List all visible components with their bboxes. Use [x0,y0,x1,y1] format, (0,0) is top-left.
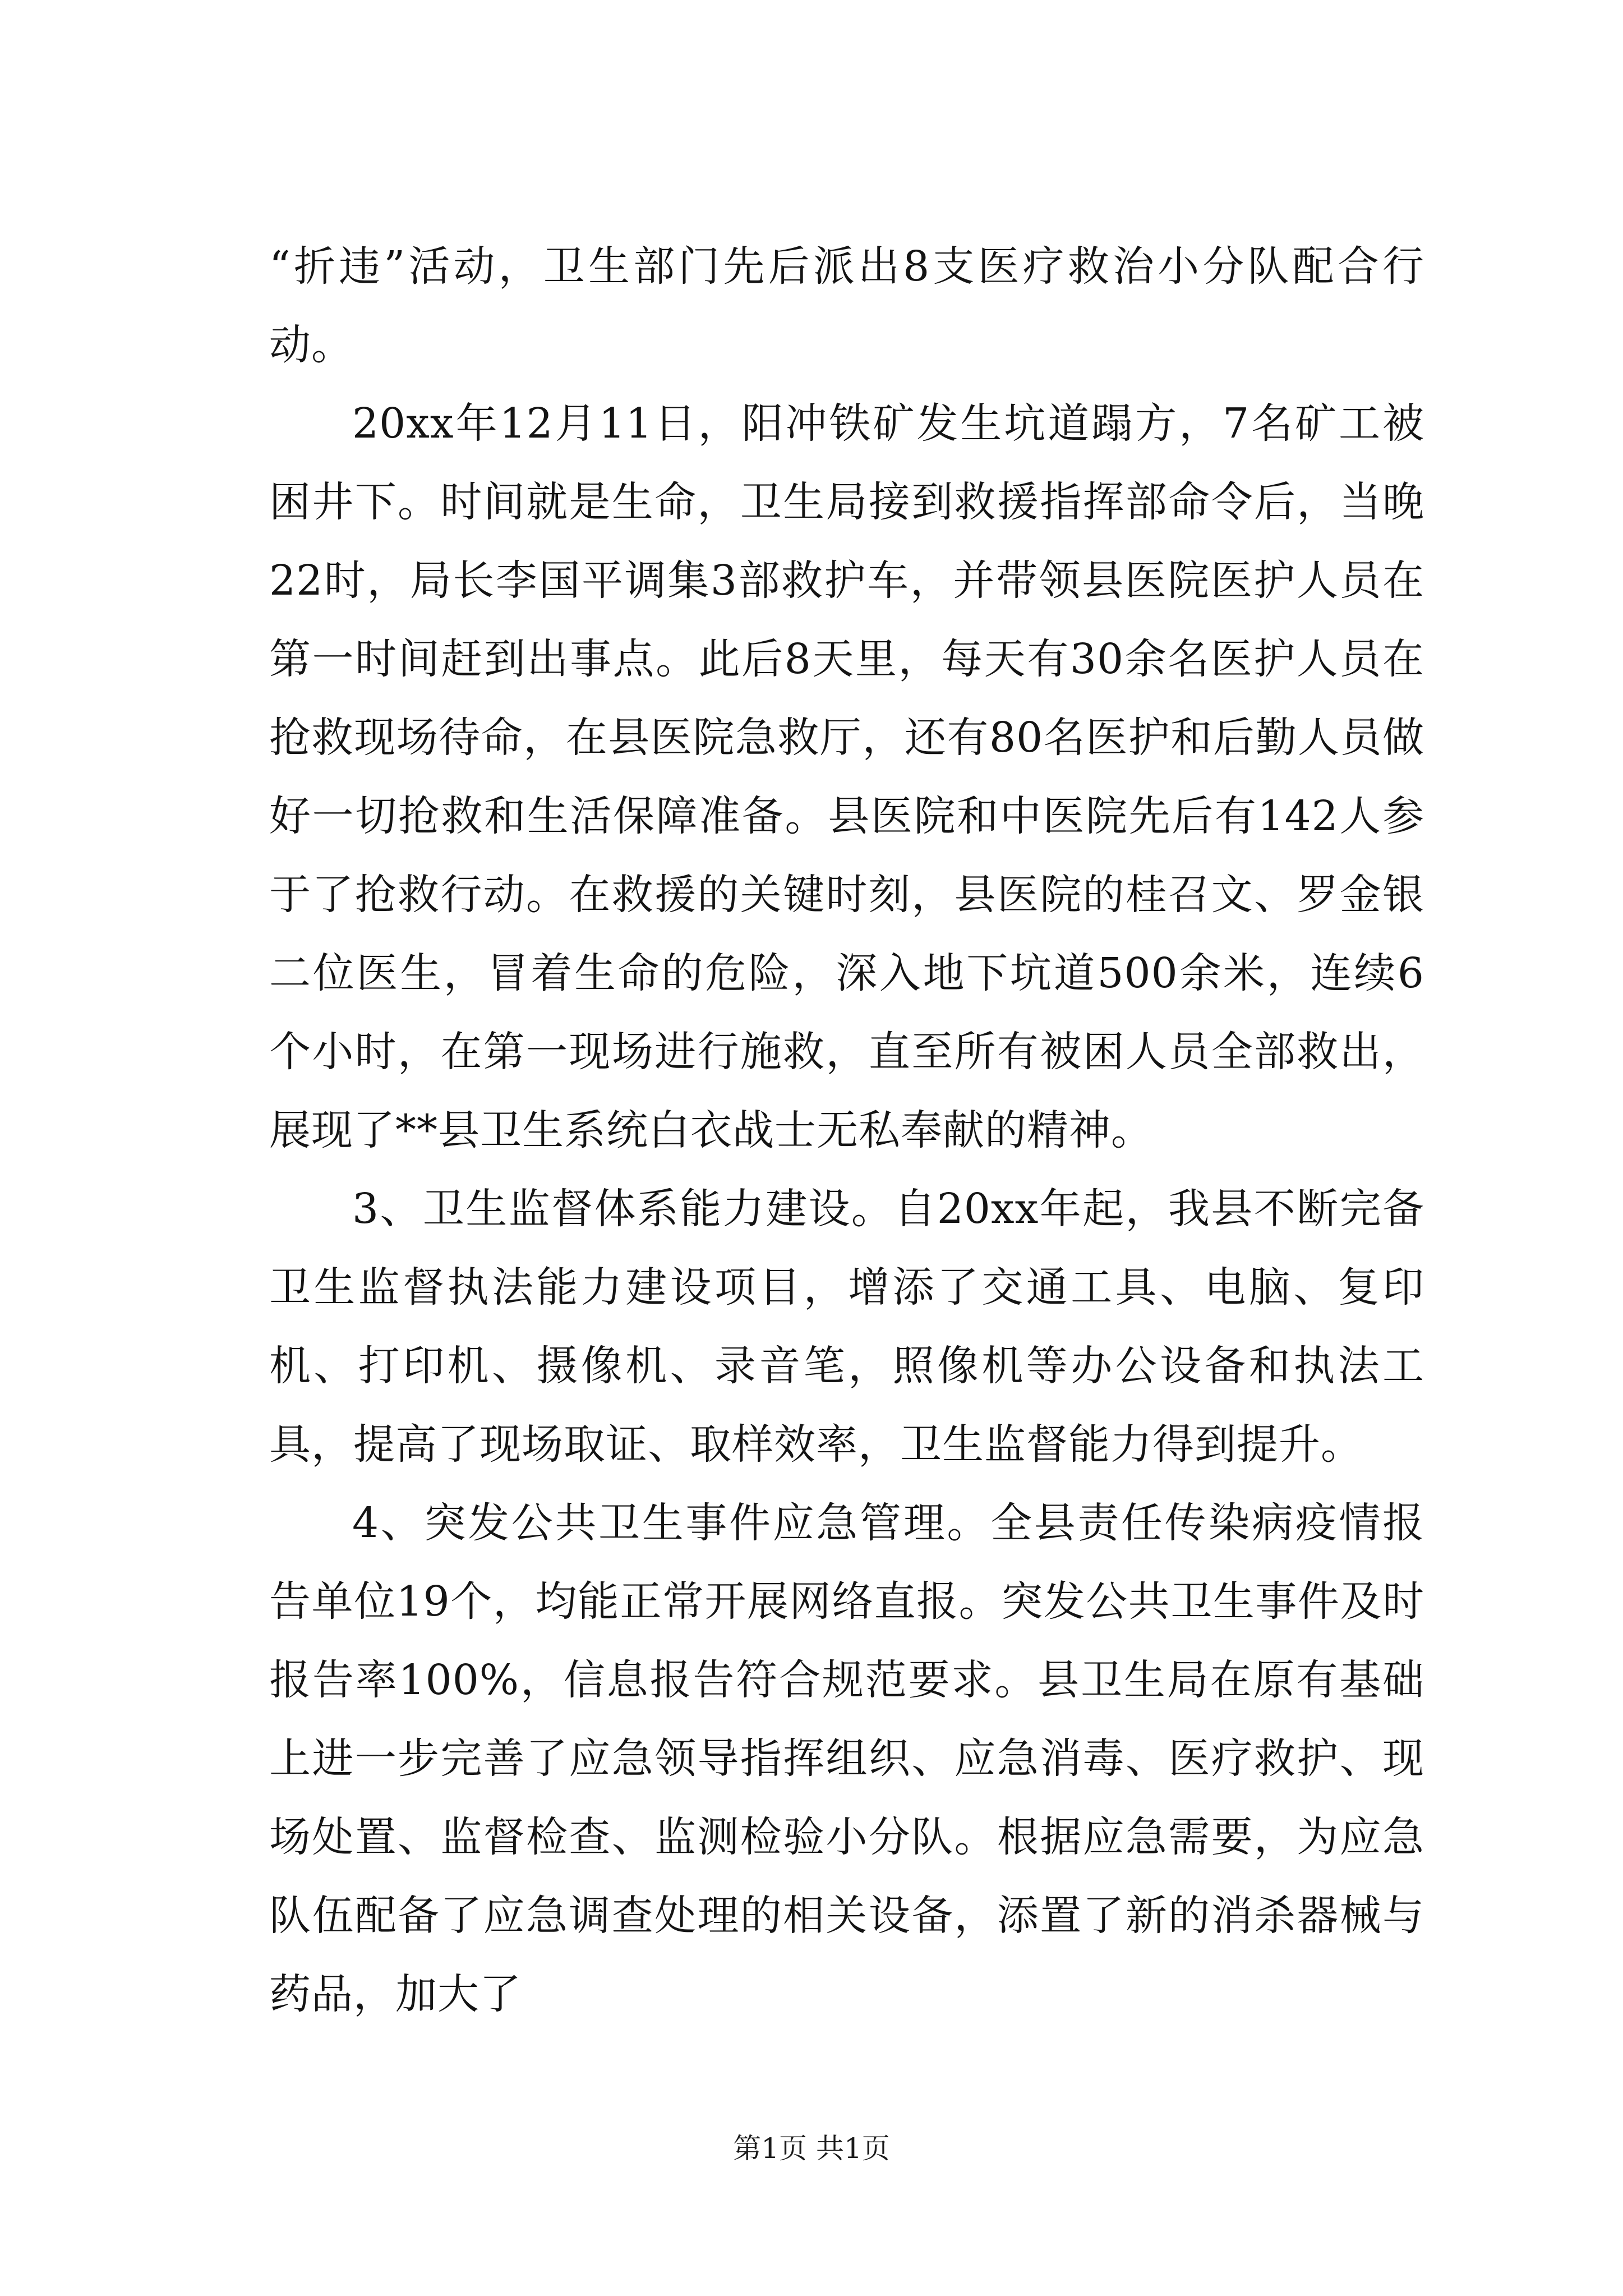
paragraph-health-supervision: 3、卫生监督体系能力建设。自20xx年起，我县不断完备卫生监督执法能力建设项目，增添了交通工具、电脑、复印机、打印机、摄像机、录音笔，照像机等办公设备和执法工具，提高了现场取证、取样效率，卫生监督能力得到提升。 [269,1185,1424,1469]
paragraph-continued-activity: “折违”活动，卫生部门先后派出8支医疗救治小分队配合行动。 [269,242,1424,369]
document-body [269,227,1424,2033]
page-footer: 第1页 共1页 [733,2132,890,2165]
paragraph-mine-rescue: 20xx年12月11日，阳冲铁矿发生坑道蹋方，7名矿工被困井下。时间就是生命，卫生局接到救援指挥部命令后，当晚22时，局长李国平调集3部救护车，并带领县医院医护人员在第一时间赶到出事点。此后8天里，每天有30余名医护人员在抢救现场待命，在县医院急救厅，还有80名医护和后勤人员做好一切抢救和生活保障准备。县医院和中医院先后有142人参于了抢救行动。在救援的关键时刻，县医院的桂召文、罗金银二位医生，冒着生命的危险，深入地下坑道500余米，连续6个小时，在第一现场进行施救，直至所有被困人员全部救出，展现了**县卫生系统白衣战士无私奉献的精神。 [269,399,1424,1154]
paragraph-emergency-management: 4、突发公共卫生事件应急管理。全县责任传染病疫情报告单位19个，均能正常开展网络直报。突发公共卫生事件及时报告率100%，信息报告符合规范要求。县卫生局在原有基础上进一步完善了应急领导指挥组织、应急消毒、医疗救护、现场处置、监督检查、监测检验小分队。根据应急需要，为应急队伍配备了应急调查处理的相关设备，添置了新的消杀器械与药品，加大了 [269,1499,1424,2018]
